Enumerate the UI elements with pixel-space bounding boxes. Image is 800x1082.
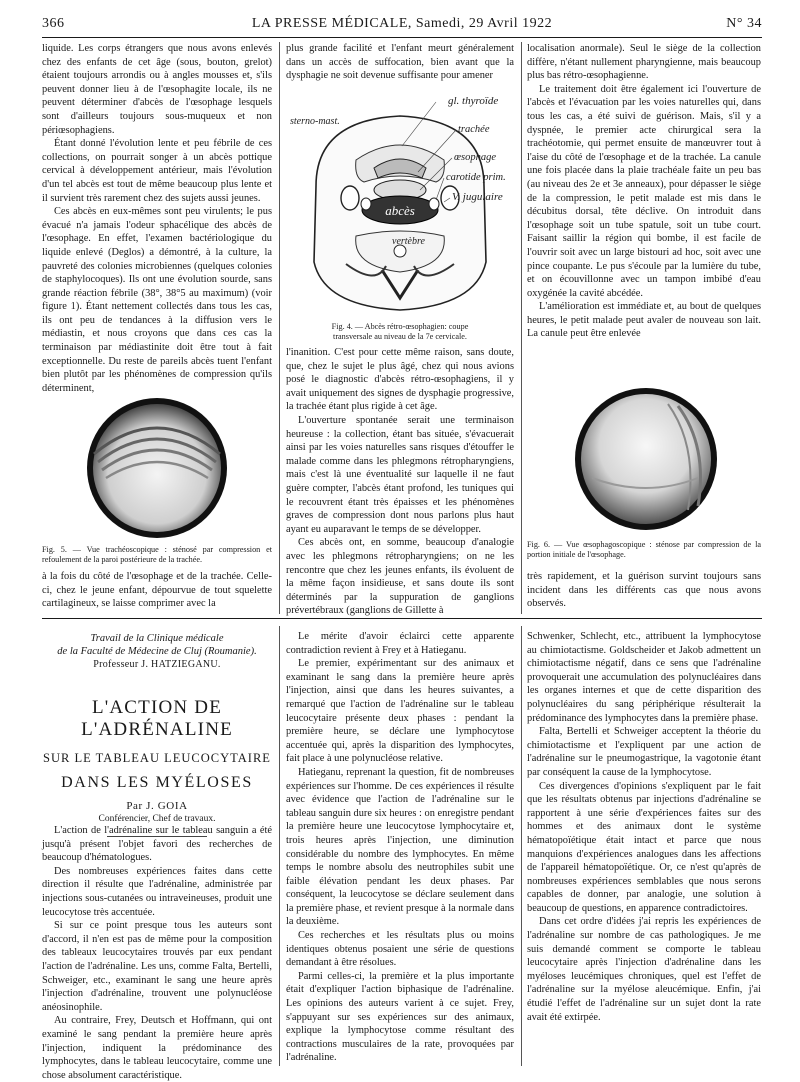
oesophagoscopy-image [548, 386, 744, 532]
header-rule [42, 37, 762, 38]
paragraph: très rapidement, et la guérison survint toujours sans incident dans les différents cas que nous avons observés. [527, 571, 761, 610]
paragraph: liquide. Les corps étrangers que nous avons enlevés chez des enfants de cet âge (sous, bouton, grelot) étaient toujours arrondis ou à angles mousses et, s'ils peuvent donner lieu à de l'œsophagite locale, ils ne peuvent déterminer d'abcès de l'œsophage lesquels sont d'ailleurs toujours sous-muqueux et non périœsophagiens. [42, 43, 272, 136]
paragraph: Dans cet ordre d'idées j'ai repris les expériences de l'adrénaline sur nombre de cas pathologiques. Je me suis demandé comment se comporte le tableau leucocytaire après l'injection d'adrénaline dans les myéloses leucémiques chroniques, quel est l'effet de l'adrénaline sur la myélose aleucémique. Enfin, j'ai étudié l'effet de l'adrénaline sur un sujet dont la rate avait été extirpée. [527, 916, 761, 1023]
article-column-3 [527, 630, 761, 1024]
tracheoscopy-image [42, 394, 272, 542]
paragraph: à la fois du côté de l'œsophage et de la trachée. Celle-ci, chez le jeune enfant, dépourvue de tout squelette cartilagineux, se laisse comprimer avec la [42, 571, 272, 610]
paragraph: Ces abcès ont, en somme, beaucoup d'analogie avec les phlegmons rétropharyngiens; on ne les rencontre que chez les jeunes enfants, ils évoluent de la même façon insidieuse, et sans doute ils sont déterminés par la suppuration de ganglions prévertébraux (ganglions de Gillette à [286, 537, 514, 617]
paragraph: Le mérite d'avoir éclairci cette apparente contradiction revient à Frey et à Hatieganu. [286, 631, 514, 656]
paragraph: Si sur ce point presque tous les auteurs sont d'accord, il n'en est pas de même pour la composition des tableaux leucocytaires trouvés par eux pendant l'action de l'adrénaline. Les uns, comme Falta, Bertelli, Schweiger, etc., examinant le sang une heure après l'injection d'adrénaline, trouvent une polynucléose anéosinophile. [42, 920, 272, 1013]
label-trachea: trachée [458, 124, 490, 135]
paragraph: Le premier, expérimentant sur des animaux et examinant le sang dans la première heure après l'injection, ainsi que dans les heures suivantes, a remarqué que l'action de l'adrénaline sur le tableau leucocytaire présente deux phases : pendant la première heure, se déclare une lymphocytose accentuée qui, après la disparition des lymphocytes, fait place à une polynucléose relative. [286, 658, 514, 765]
top-column-1 [42, 42, 272, 395]
paragraph: l'inanition. C'est pour cette même raison, sans doute, que, chez le sujet le plus âgé, chez qui nous avions posé le diagnostic d'abcès rétro-œsophagiens, il y avait uniquement des signes de dysphagie progressive, la trachée étant plus rigide à cet âge. [286, 347, 514, 413]
institution-line: Travail de la Clinique médicale [90, 633, 224, 644]
top-column-3-end [527, 570, 761, 611]
paragraph: Ces abcès en eux-mêmes sont peu virulents; le pus évacué n'a jamais l'odeur sphacélique des abcès de l'œsophage. En effet, l'examen bactériologique du liquide enlevé (Deglos) a démontré, à la culture, la pauvreté des colonies microbiennes (quelques colonies de staphylocoques). Ils ont une évolution sourde, sans grande réaction fébrile (38°, 38°5 au maximum) (voir figure 1). Étant nettement collectés dans tous les cas, ils ont peu de tendances à la diffusion vers le médiastin, et nous croyons que dans ces cas la terminaison par médiastinite doit être tout à fait exceptionnelle. Du reste de pareils abcès tuent l'enfant bien plutôt par les phénomènes de compression qu'ils déterminent, [42, 206, 272, 394]
page-number: 366 [42, 16, 65, 31]
paragraph: L'ouverture spontanée serait une terminaison heureuse : la collection, étant bas située, s'évacuerait ainsi par les voies naturelles sans risques d'étouffer le malade comme dans les phlegmons rétropharyngiens, mais c'est là une éventualité sur laquelle il ne faut guère compter, l'abcès étant profond, les tuniques qui le recouvrent étant très épaisses et les phénomènes graves de compression dont nous parlons plus haut ayant eu auparavant le temps de se développer. [286, 414, 514, 535]
label-thyroid: gl. thyroïde [448, 95, 499, 107]
paragraph: plus grande facilité et l'enfant meurt généralement dans un accès de suffocation, bien avant que la dysphagie ne soit devenue suffisante pour amener [286, 43, 514, 82]
paragraph: L'amélioration est immédiate et, au bout de quelques heures, le petit malade peut avaler de nouveau son lait. La canule peut être enlevée [527, 301, 761, 340]
figure-4-caption: Fig. 4. — Abcès rétro-œsophagien: coupe transversale au niveau de la 7e cervicale. [331, 322, 469, 341]
paragraph: Schwenker, Schlecht, etc., attribuent la lymphocytose au chimiotactisme. Goldscheider et Jakob admettent un chimiotactisme négatif, dans ce sens que l'adrénaline provoquerait une accumulation des polynucléaires dans les organes internes et que de cette disparition des polynucléaires du sang périphérique résulterait la prédominance des lymphocytes dans la première phase. [527, 631, 761, 724]
top-column-2 [286, 346, 514, 618]
column-divider [279, 42, 280, 614]
column-divider [279, 626, 280, 1066]
article-column-1 [42, 824, 272, 1082]
running-header [42, 14, 762, 36]
section-rule [42, 618, 762, 619]
paragraph: Ces divergences d'opinions s'expliquent par le fait que les résultats obtenus par injections d'adrénaline se rapportent à une série d'expériences faites sur des hommes et des animaux dont le système hématopoïétique était intact et parce que nous manquions d'expériences analogues dans les affections de l'appareil hématopoïétique. Or, ce n'est qu'après de nombreuses expériences semblables que nous serons capables de donner, par analogie, une solution à beaucoup de questions, en apparence contradictoires. [527, 780, 761, 914]
label-abscess: abcès [385, 203, 415, 218]
article-subtitle: SUR LE TABLEAU LEUCOCYTAIRE [43, 751, 271, 765]
figure-5-caption: Fig. 5. — Vue trachéoscopique : sténosé par compression et refoulement de la paroi postérieure de la trachée. [42, 545, 272, 564]
paragraph: localisation anormale). Seul le siège de la collection diffère, n'étant nullement pharyngienne, mais beaucoup plus bas rétro-œsophagienne. [527, 43, 761, 82]
label-sterno-mastoid: sterno-mast. [290, 116, 340, 127]
author-role: Conférencier, Chef de travaux. [98, 814, 216, 824]
cross-section-diagram [286, 86, 514, 318]
paragraph: L'action de l'adrénaline sur le tableau sanguin a été jusqu'à présent l'objet favori des recherches de beaucoup d'hématologues. [42, 825, 272, 864]
label-oesophagus: œsophage [454, 152, 496, 163]
paragraph: Étant donné l'évolution lente et peu fébrile de ces collections, on pourrait songer à un abcès pottique cervical à développement antérieur, mais l'évolution d'un tel abcès est tout de même beaucoup plus lente et il survient très rarement chez des sujets aussi jeunes. [42, 138, 272, 204]
label-carotid: carotide prim. [446, 172, 506, 183]
institution-line: de la Faculté de Médecine de Cluj (Roumanie). [57, 646, 257, 657]
issue-number: N° 34 [726, 16, 762, 31]
label-jugular: V. jugulaire [452, 191, 503, 203]
journal-title: LA PRESSE MÉDICALE, Samedi, 29 Avril 1922 [251, 16, 553, 31]
figure-4 [286, 86, 514, 318]
paragraph: Parmi celles-ci, la première et la plus importante était d'expliquer l'action biphasique de l'adrénaline. Les opinions des auteurs varient à ce sujet. Frey, s'appuyant sur ses expériences sur des animaux, explique la lymphocytose comme résultant des contractions musculaires de la rate, provoquées par l'adrénaline. [286, 970, 514, 1064]
figure-6 [548, 386, 744, 532]
figure-5 [42, 394, 272, 542]
paragraph: Ces recherches et les résultats plus ou moins identiques obtenus posaient une série de questions demandant à être résolues. [286, 930, 514, 969]
article-subtitle: DANS LES MYÉLOSES [61, 774, 253, 791]
label-vertebra: vertèbre [392, 236, 425, 247]
paragraph: Des nombreuses expériences faites dans cette direction il résulte que l'adrénaline, administrée par injections sous-cutanées ou intraveineuses, produit une leucocytose très accentuée. [42, 865, 272, 918]
article-title: L'ACTION DE L'ADRÉNALINE [81, 697, 233, 740]
figure-6-caption: Fig. 6. — Vue œsophagoscopique : sténose par compression de la portion initiale de l'œsophage. [527, 540, 761, 559]
column-divider [521, 626, 522, 1066]
paragraph: Hatieganu, reprenant la question, fit de nombreuses expériences sur l'homme. De ces expériences il résulte avec évidence que l'action de l'adrénaline sur le tableau sanguin dure six heures : on enregistre pendant la première heure une leucocytose lymphocytaire et, trois heures après l'injection, une diminution considérable du nombre des lymphocytes. En même temps le nombre absolu des neutrophiles subit une faible élévation pendant les deux phases. Par conséquent, la leucocytose se déclare seulement dans la première phase, et revient presque à la normale dans la deuxième. [286, 766, 514, 928]
paragraph: Au contraire, Frey, Deutsch et Hoffmann, qui ont examiné le sang pendant la première heure après l'injection, indiquent la prédominance des lymphocytes, dans le tableau leucocytaire, comme une chose absolument caractéristique. [42, 1015, 272, 1081]
paragraph: Le traitement doit être également ici l'ouverture de l'abcès et l'évacuation par les voies naturelles qui, dans tous les cas, a été suivi de guérison. Mais, s'il y a dyspnée, le premier acte chirurgical sera la trachéotomie, qui permet ensuite de manœuvrer tout à l'aise du côté de l'œsophage et de la trachée. La canule une fois placée dans la plaie trachéale faite un peu bas (au niveau des 2e et 3e anneaux), pour dépasser le siège de la compression, le petit malade est mis dans le décubitus dorsal, tête déclive. On introduit dans l'œsophage soit un tube spatule, soit un tube court. Faisant saillir la région qui bombe, il est facile de l'ouvrir soit avec un large bistouri ad hoc, soit avec une pince coupante. Le pus s'écoule par la lumière du tube, et on écouvillonne avec un tampon imbibé d'eau oxygénée la cavité abcédée. [527, 83, 761, 299]
article-column-2 [286, 630, 514, 1065]
top-column-2-start [286, 42, 514, 83]
column-divider [521, 42, 522, 614]
author: Par J. GOIA [126, 800, 188, 812]
top-column-1-end [42, 570, 272, 611]
paragraph: Falta, Bertelli et Schweiger acceptent la théorie du chimiotactisme et l'expliquent par une action de l'adrénaline sur le pneumogastrique, la vagotonie étant par conséquent la cause de la lymphocytose. [527, 726, 761, 778]
article-header [42, 632, 272, 837]
professor: Professeur J. HATZIEGANU. [93, 659, 221, 670]
top-column-3 [527, 42, 761, 341]
